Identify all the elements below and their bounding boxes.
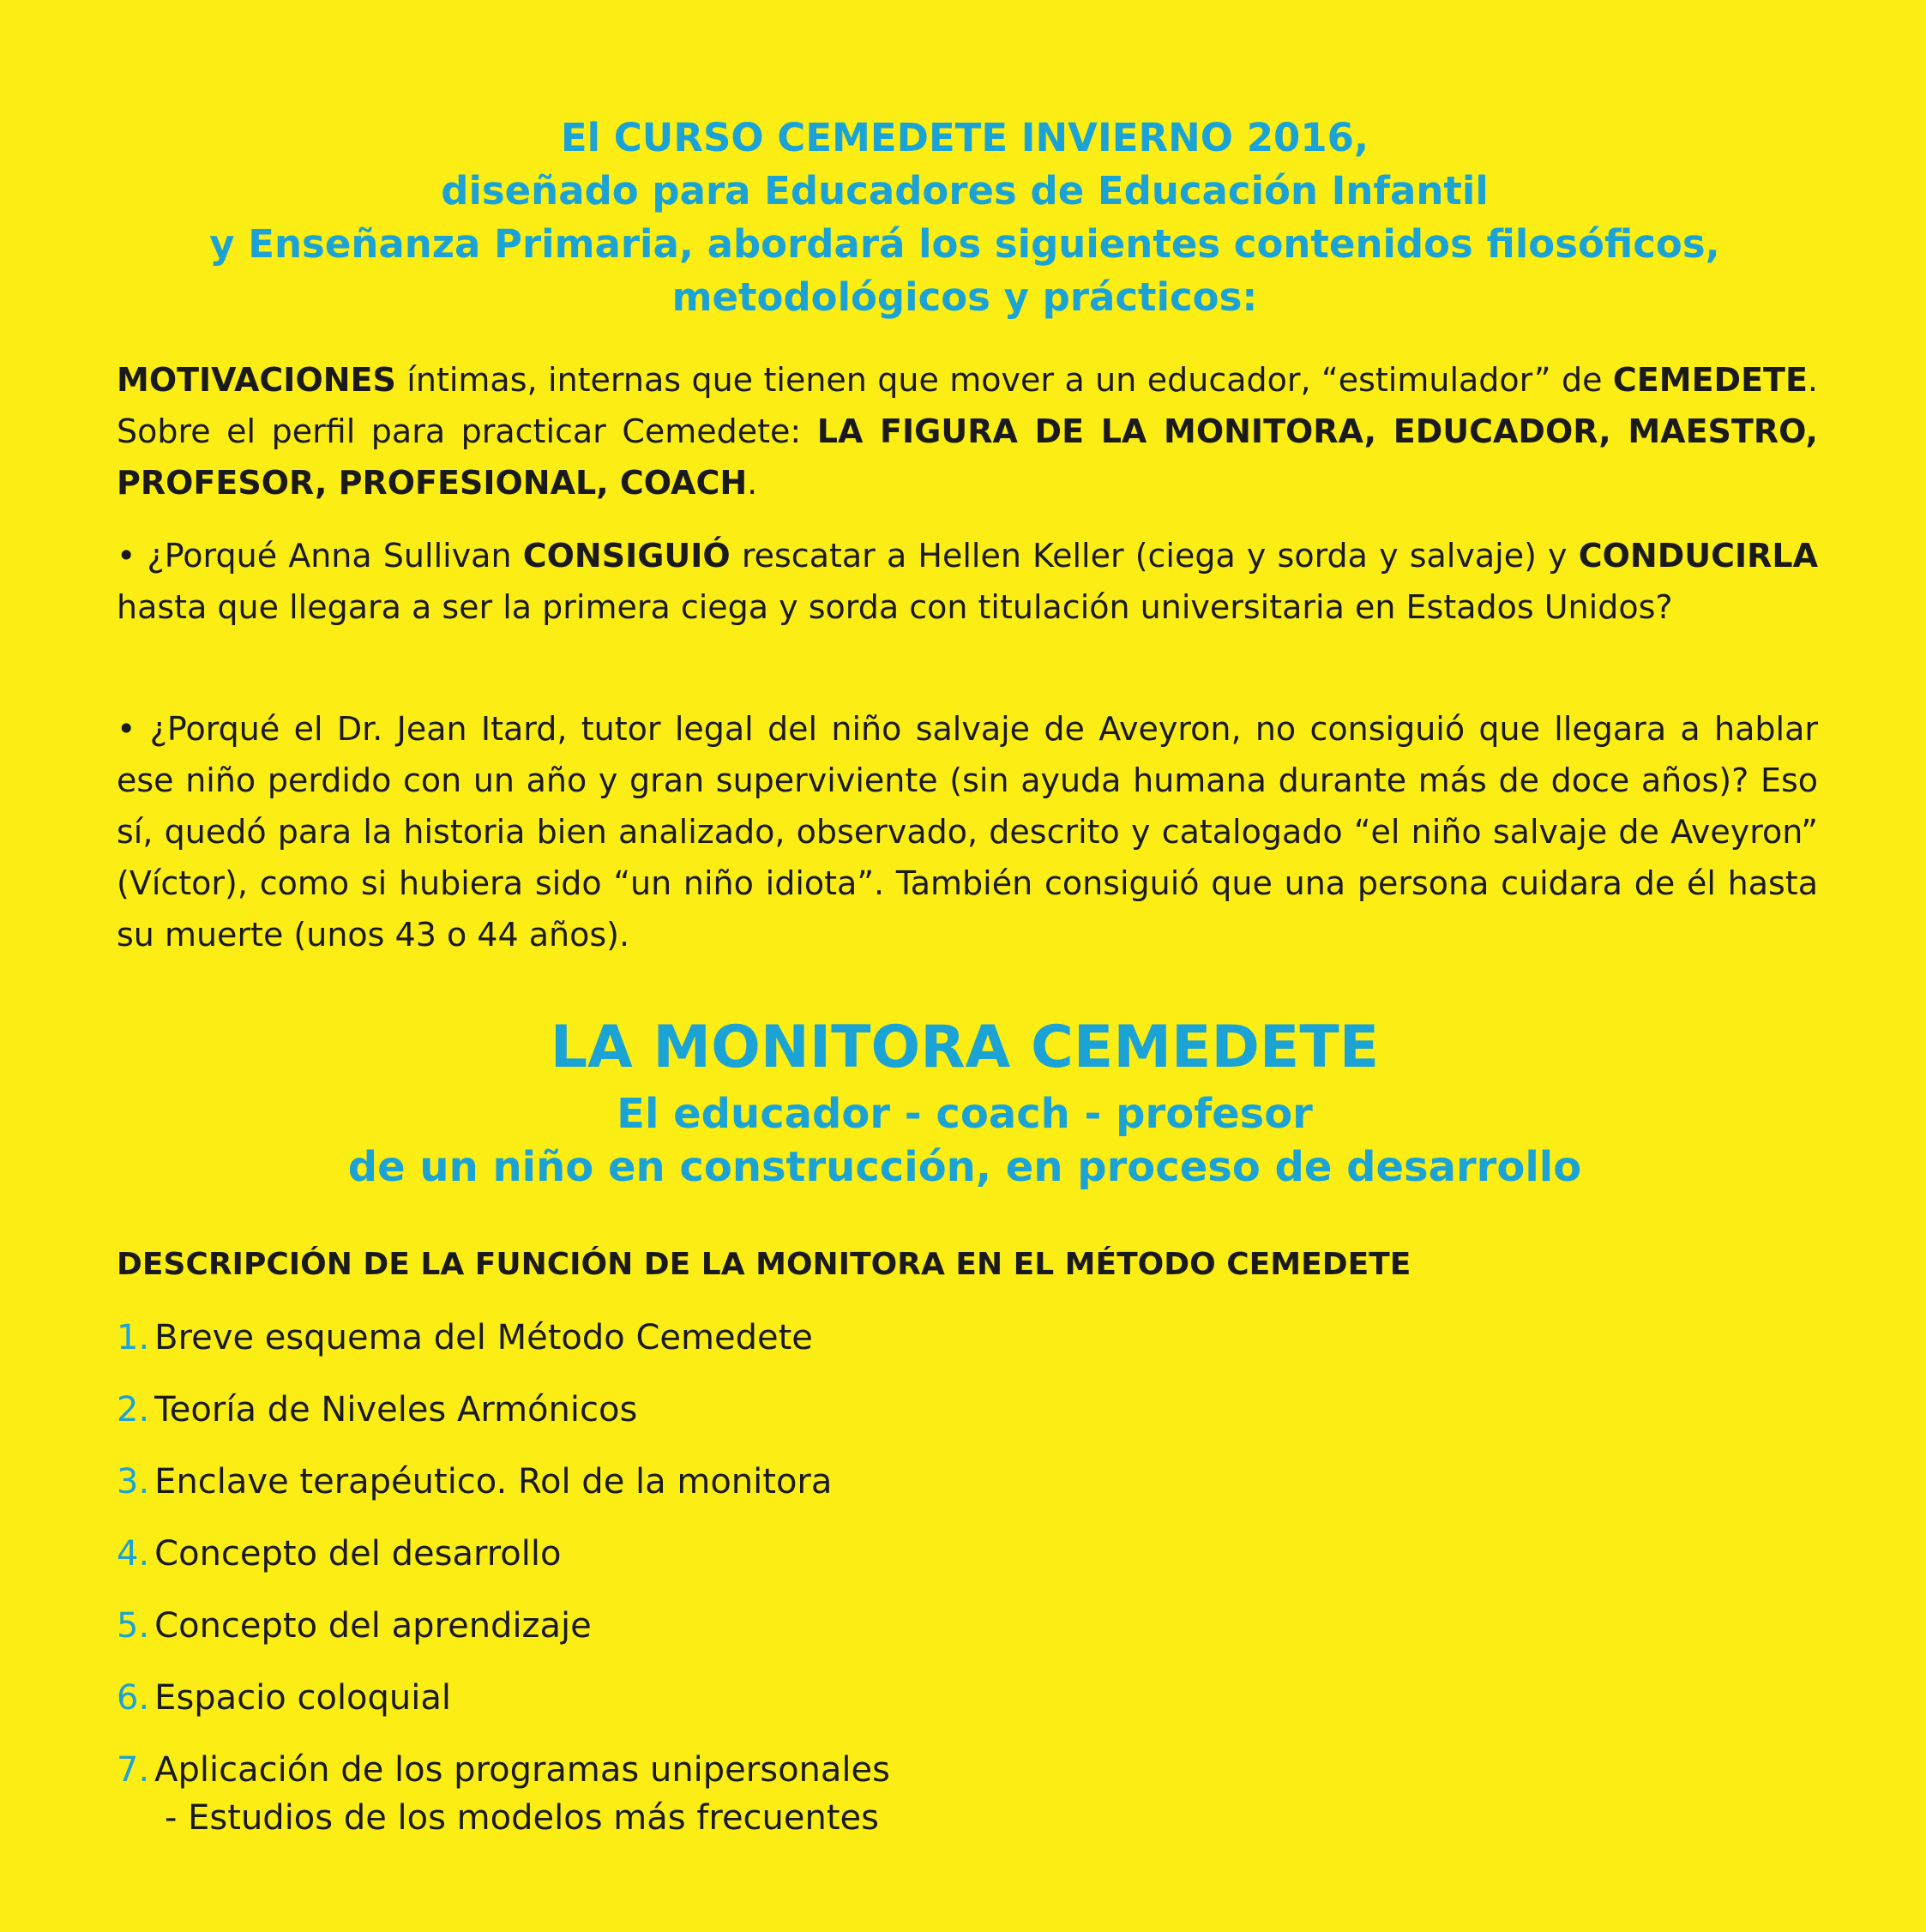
list-item-label: Aplicación de los programas unipersonales	[154, 1750, 890, 1790]
list-item	[117, 1532, 561, 1576]
motivaciones-bold: MOTIVACIONES	[117, 361, 396, 399]
monitora-title: LA MONITORA CEMEDETE	[550, 1014, 1380, 1081]
list-item	[117, 1387, 637, 1432]
monitora-subtitle-1: El educador - coach - profesor	[617, 1090, 1313, 1138]
intro-line-3: y Enseñanza Primaria, abordará los siguientes contenidos filosóficos,	[209, 221, 1720, 267]
intro-heading	[111, 111, 1818, 324]
list-item-label: Breve esquema del Método Cemedete	[154, 1318, 813, 1357]
consiguio-bold: CONSIGUIÓ	[522, 537, 731, 575]
motivaciones-text-2: . Sobre el perfil para practicar Cemedete:	[117, 361, 1818, 450]
list-item	[117, 1460, 832, 1504]
list-item	[117, 1748, 890, 1792]
conducirla-bold: CONDUCIRLA	[1578, 537, 1819, 575]
intro-line-4: metodológicos y prácticos:	[671, 274, 1258, 320]
list-item-label: Concepto del aprendizaje	[154, 1606, 592, 1646]
intro-line-2: diseñado para Educadores de Educación Infantil	[441, 168, 1489, 214]
itard-paragraph: • ¿Porqué el Dr. Jean Itard, tutor legal del niño salvaje de Aveyron, no consiguió que llegara a hablar ese niño perdido con un año y gran superviviente (sin ayuda humana durante más de doce años)? Eso sí, quedó para la historia bien analizado, observado, descrito y catalogado “el niño salvaje de Aveyron” (Víctor), como si hubiera sido “un niño idiota”. También consiguió que una persona cuidara de él hasta su muerte (unos 43 o 44 años).	[117, 710, 1818, 954]
sullivan-text-1: • ¿Porqué Anna Sullivan	[117, 537, 523, 575]
monitora-subtitle-2: de un niño en construcción, en proceso de desarrollo	[347, 1143, 1582, 1191]
list-sub-item: - Estudios de los modelos más frecuentes	[165, 1798, 879, 1838]
motivaciones-paragraph	[117, 354, 1818, 509]
intro-line-1: El CURSO CEMEDETE INVIERNO 2016,	[560, 115, 1369, 160]
cemedete-bold: CEMEDETE	[1612, 361, 1808, 399]
list-item	[117, 1604, 592, 1648]
list-item-number: 7.	[117, 1750, 150, 1790]
list-item-number: 3.	[117, 1462, 150, 1502]
sullivan-paragraph	[117, 530, 1818, 633]
descripcion-heading: DESCRIPCIÓN DE LA FUNCIÓN DE LA MONITORA EN EL MÉTODO CEMEDETE	[117, 1247, 1411, 1282]
list-item-number: 1.	[117, 1318, 150, 1357]
sullivan-text-3: hasta que llegara a ser la primera ciega y sorda con titulación universitaria en Estados Unidos?	[117, 588, 1673, 626]
list-item-label: Espacio coloquial	[154, 1678, 452, 1718]
list-item-label: Teoría de Niveles Armónicos	[154, 1390, 638, 1429]
list-item-label: Enclave terapéutico. Rol de la monitora	[154, 1462, 833, 1502]
sullivan-text-2: rescatar a Hellen Keller (ciega y sorda y salvaje) y	[730, 537, 1579, 575]
list-item	[117, 1676, 451, 1720]
list-item	[117, 1315, 813, 1360]
figura-monitora-bold: LA FIGURA DE LA MONITORA, EDUCADOR, MAESTRO, PROFESOR, PROFESIONAL, COACH	[117, 412, 1818, 502]
motivaciones-text-3: .	[747, 464, 758, 502]
motivaciones-text-1: íntimas, internas que tienen que mover a un educador, “estimulador” de	[395, 361, 1613, 399]
list-item-label: Concepto del desarrollo	[154, 1534, 562, 1574]
list-item-number: 2.	[117, 1390, 150, 1429]
list-item-number: 4.	[117, 1534, 150, 1574]
list-item-number: 6.	[117, 1678, 150, 1718]
list-item-number: 5.	[117, 1606, 150, 1646]
